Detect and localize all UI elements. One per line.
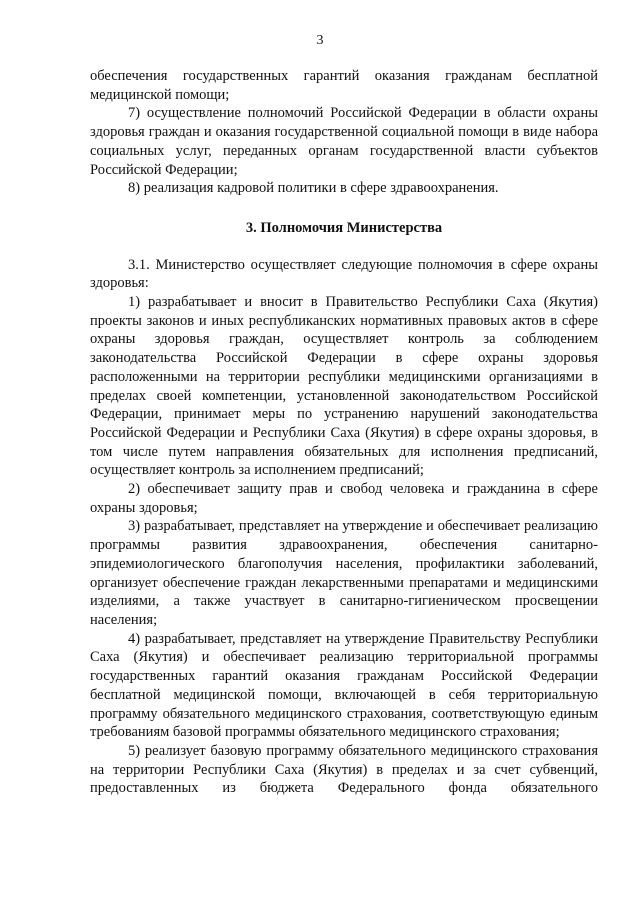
- paragraph-item-8: 8) реализация кадровой политики в сфере здравоохранения.: [128, 180, 499, 197]
- paragraph-item-7: 7) осуществление полномочий Российской Федерации в области охраны здоровья граждан и оказания государственной социальной помощи в виде набора социальных услуг, переданных органам государственной власти субъектов Российской Федерации;: [90, 105, 598, 178]
- page-number: 3: [316, 33, 324, 48]
- paragraph-3-1: 3.1. Министерство осуществляет следующие полномочия в сфере охраны здоровья:: [90, 256, 598, 292]
- section-heading: 3. Полномочия Министерства: [245, 219, 443, 236]
- paragraph-item-1: 1) разрабатывает и вносит в Правительство Республики Саха (Якутия) проекты законов и иных республиканских нормативных правовых актов в сфере охраны здоровья граждан, осуществляет контроль за соблюдением законодательства Российской Федерации в сфере охраны здоровья расположенными на территории республики медицинскими организациями в пределах своей компетенции, установленной законодательством Российской Федерации, принимает меры по устранению нарушений законодательства Российской Федерации и Республики Саха (Якутия) в сфере охраны здоровья, в том числе путем направления обязательных для исполнения предписаний, осуществляет контроль за исполнением предписаний;: [90, 294, 598, 479]
- paragraph-item-5: 5) реализует базовую программу обязательного медицинского страхования на территории Республики Саха (Якутия) в пределах и за счет субвенций, предоставленных из бюджета Федерального фонда обязательного: [90, 742, 598, 797]
- document-body: [90, 67, 598, 798]
- paragraph-item-2: 2) обеспечивает защиту прав и свобод человека и гражданина в сфере охраны здоровья;: [90, 481, 598, 516]
- paragraph-item-3: 3) разрабатывает, представляет на утверждение и обеспечивает реализацию программы развития здравоохранения, обеспечения санитарно-эпидемиологического благополучия населения, профилактики заболеваний, организует обеспечение граждан лекарственными препаратами и медицинскими изделиями, а также участвует в санитарно-гигиеническом просвещении населения;: [90, 518, 598, 628]
- paragraph-continuation: обеспечения государственных гарантий оказания гражданам бесплатной медицинской помощи;: [90, 68, 598, 103]
- paragraph-item-4: 4) разрабатывает, представляет на утверждение Правительству Республики Саха (Якутия) и обеспечивает реализацию территориальной программы государственных гарантий оказания гражданам Российской Федерации бесплатной медицинской помощи, включающей в себя территориальную программу обязательного медицинского страхования, соответствующую единым требованиям базовой программы обязательного медицинского страхования;: [90, 630, 598, 741]
